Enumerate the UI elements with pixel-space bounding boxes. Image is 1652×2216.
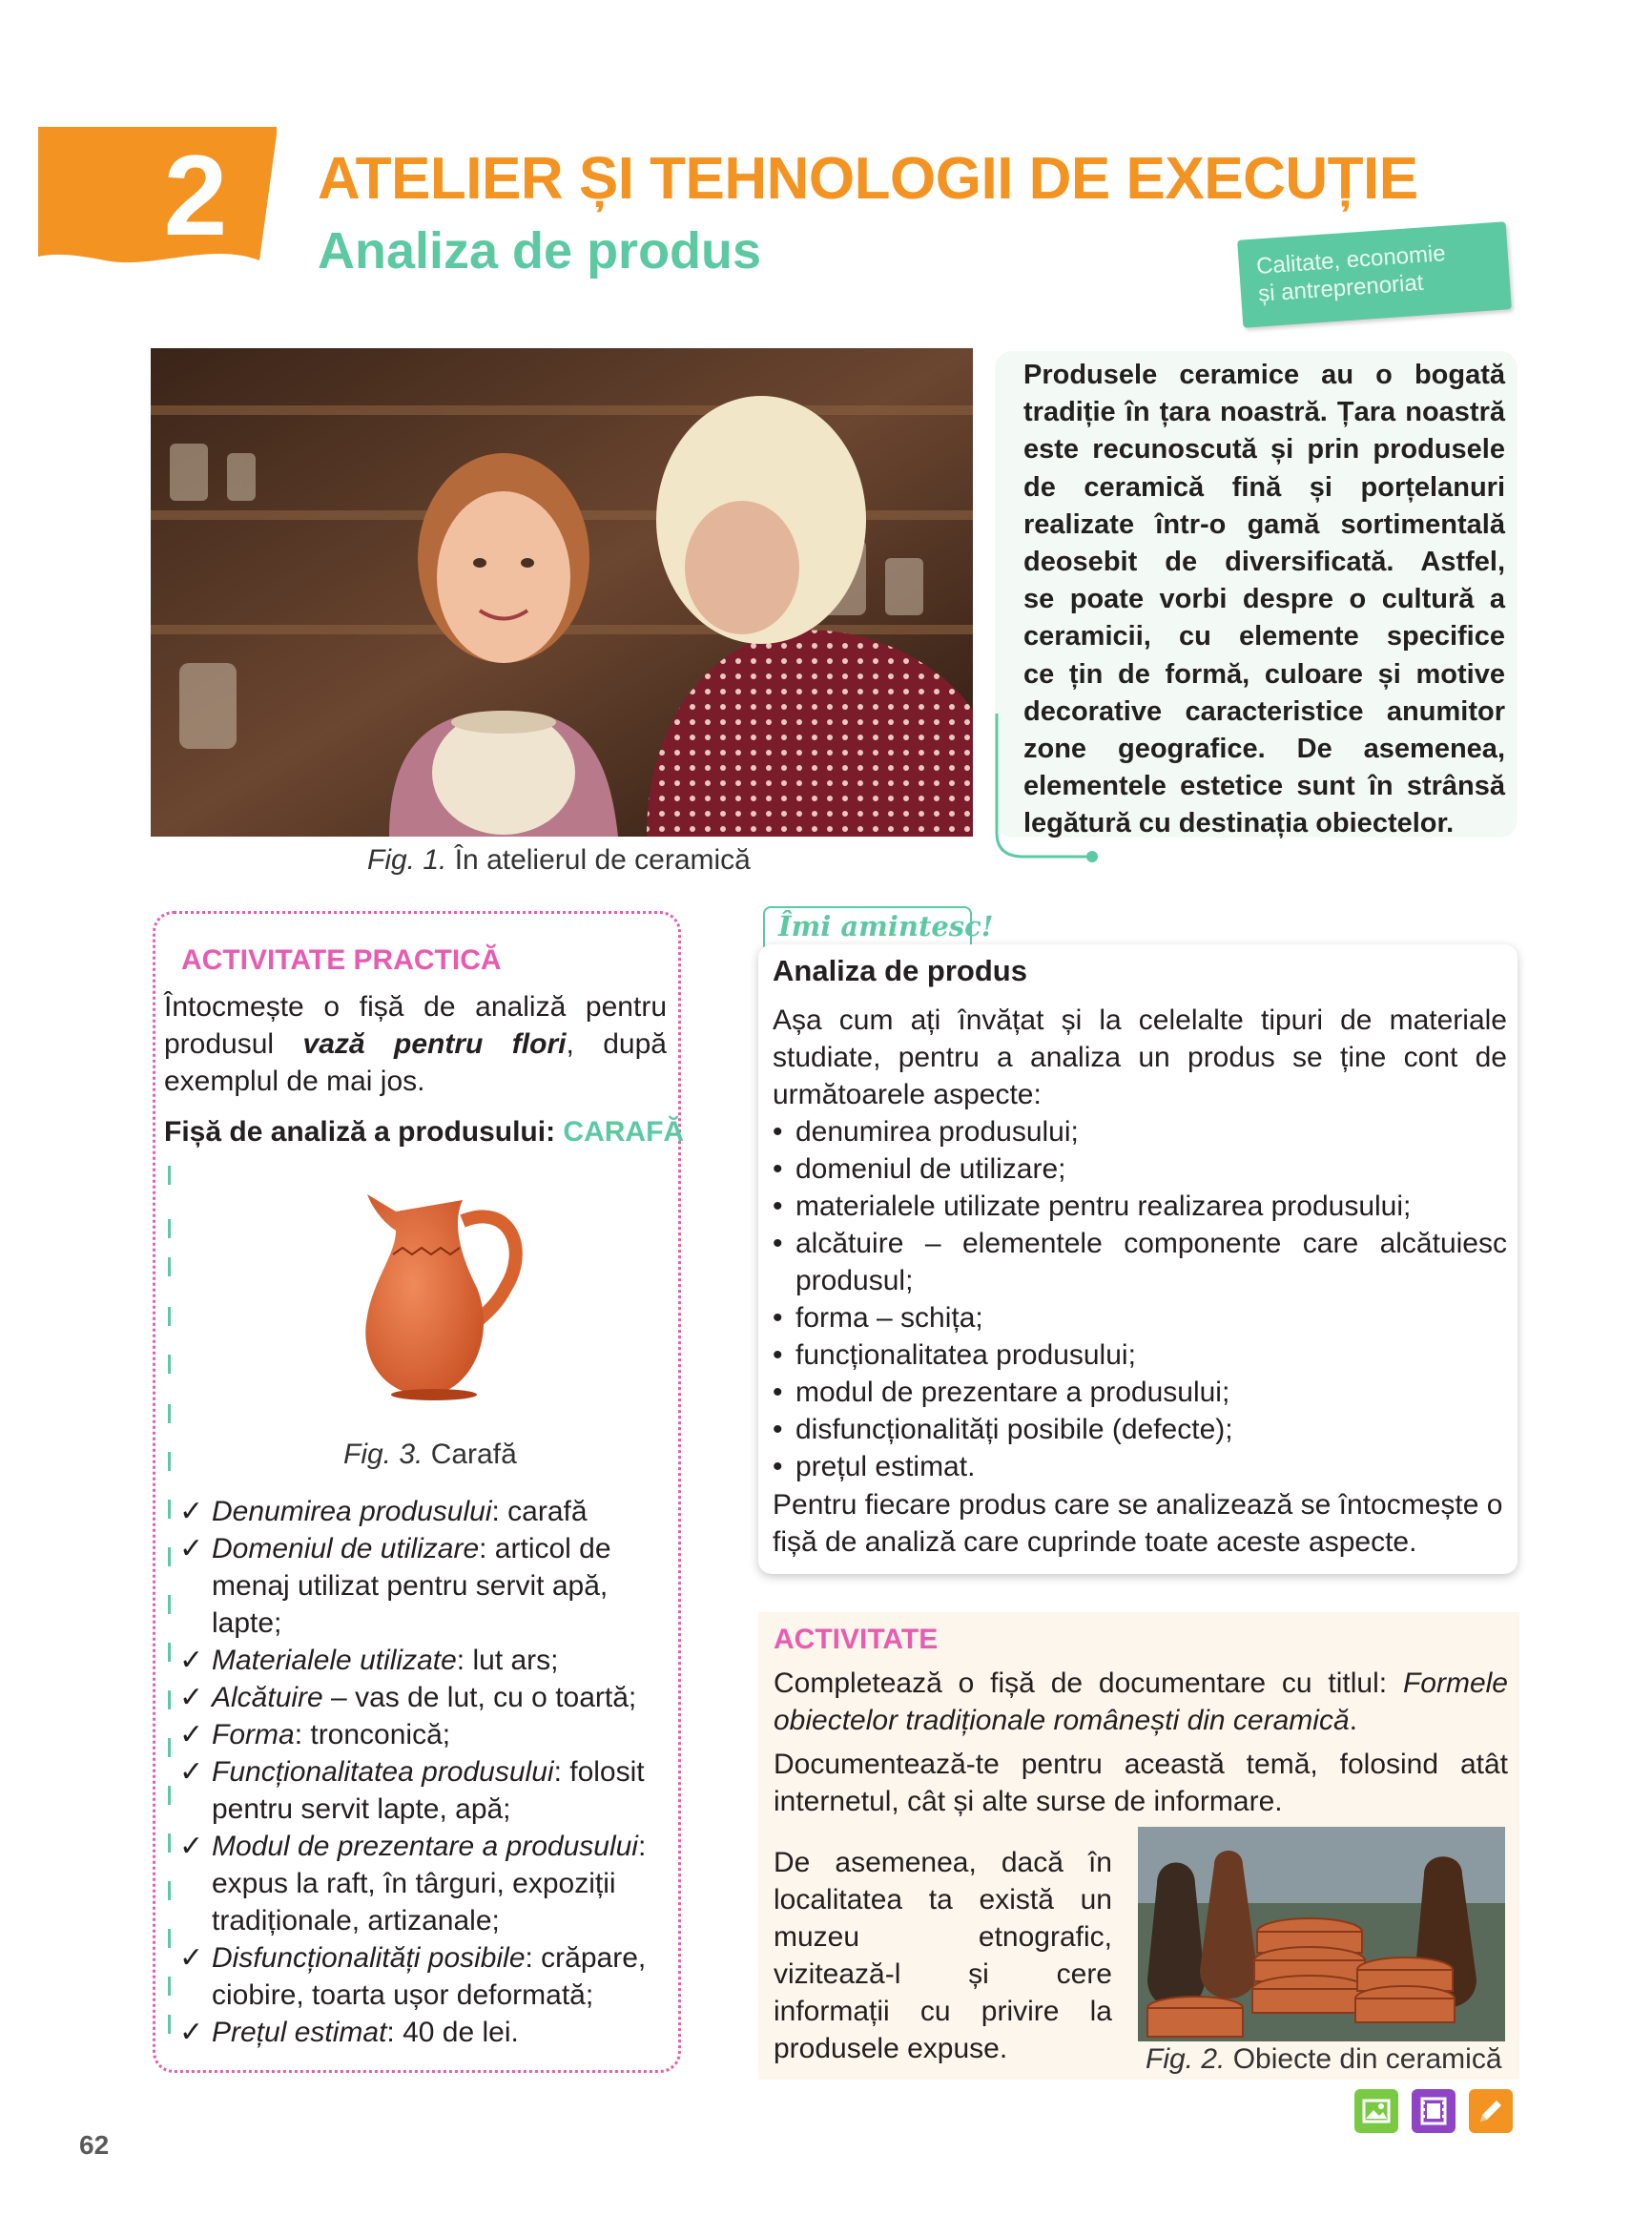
margin-dash [168, 1307, 171, 1326]
remember-list-item: • denumirea produsului; [773, 1113, 1507, 1150]
checklist-item-value: : lut ars; [456, 1645, 559, 1676]
checklist-item-label: Materialele utilizate [212, 1645, 457, 1676]
checklist-item-label: Forma [212, 1719, 295, 1750]
margin-dash [168, 1166, 171, 1185]
checklist-item [179, 1642, 675, 1679]
checklist-item-value: : folosit pentru servit lapte, apă; [212, 1756, 645, 1825]
activity-heading: ACTIVITATE [774, 1624, 939, 1655]
checklist-item-value: : expus la raft, în târguri, expoziții tradiționale, artizanale; [212, 1831, 647, 1936]
check-icon: ✓ [179, 1496, 204, 1527]
checklist-item-value: : tronconică; [294, 1719, 451, 1750]
remember-list [773, 1113, 1507, 1485]
practical-activity-text: Întocmește o fișă de analiză pentru produsul vază pentru flori, după exemplul de mai jos. [164, 991, 667, 1097]
intro-text [1023, 357, 1505, 843]
jug-image [343, 1183, 525, 1402]
remember-outro: Pentru fiecare produs care se analizează se întocmește o fișă de analiză care cuprinde toate aceste aspecte. [773, 1489, 1503, 1558]
figure1-caption: Fig. 1. În atelierul de ceramică [367, 844, 751, 876]
margin-dash [168, 1833, 171, 1853]
remember-list-item: • alcătuire – elementele componente care alcătuiesc produsul; [773, 1225, 1507, 1299]
image-icon[interactable] [1354, 2089, 1398, 2133]
intro-line: zone geografice. De asemenea, [1023, 734, 1505, 765]
checklist-item [179, 1679, 675, 1716]
workshop-photo [151, 348, 973, 837]
lesson-subtitle: Analiza de produs [318, 222, 762, 280]
checklist-item [179, 2014, 675, 2051]
checklist-item-label: Denumirea produsului [212, 1496, 492, 1527]
checklist-item-value: : carafă [491, 1496, 588, 1527]
margin-dash [168, 1881, 171, 1900]
checklist-item-label: Prețul estimat [212, 2017, 387, 2048]
checklist-item [179, 1828, 675, 1939]
margin-dash [168, 1643, 171, 1662]
margin-dash [168, 1500, 171, 1519]
check-icon: ✓ [179, 1719, 204, 1750]
intro-line: Produsele ceramice au o bogată [1023, 360, 1505, 390]
margin-dash [168, 1219, 171, 1238]
check-icon: ✓ [179, 2017, 204, 2048]
intro-box [995, 351, 1519, 839]
intro-line: legătură cu destinația obiectelor. [1023, 808, 1455, 839]
checklist-item-label: Funcționalitatea produsului [212, 1756, 554, 1788]
remember-heading: Analiza de produs [773, 954, 1027, 987]
intro-line: ce țin de formă, culoare și motive [1023, 658, 1505, 690]
intro-line: tradiție în țara noastră. Țara noastră [1023, 397, 1505, 428]
competence-tag [1240, 231, 1509, 319]
pottery-photo [1138, 1827, 1505, 2041]
page-number: 62 [79, 2130, 110, 2160]
activity-text-museum: De asemenea, dacă în localitatea ta există un muzeu etnografic, vizitează-l și cere informații cu privire la produsele expuse. [774, 1847, 1112, 2064]
analysis-checklist [179, 1493, 675, 2051]
checklist-item-label: Disfuncționalități posibile [212, 1942, 526, 1974]
check-icon: ✓ [179, 1533, 204, 1564]
checklist-item [179, 1753, 675, 1828]
checklist-item [179, 1939, 675, 2014]
activity-text-research: Documentează-te pentru această temă, folosind atât internetul, cât și alte surse de informare. [774, 1749, 1508, 1817]
checklist-item-label: Modul de prezentare a produsului [212, 1831, 638, 1862]
analysis-sheet-title: Fișă de analiză a produsului: CARAFĂ [164, 1116, 685, 1148]
intro-line: deosebit de diversificată. Astfel, [1023, 547, 1505, 578]
intro-line: se poate vorbi despre o cultură a [1023, 584, 1505, 615]
remember-list-item: • disfuncționalități posibile (defecte); [773, 1411, 1507, 1448]
checklist-item-label: Domeniul de utilizare [212, 1533, 480, 1564]
remember-list-item: • domeniul de utilizare; [773, 1150, 1507, 1188]
intro-line: decorative caracteristice anumitor [1023, 695, 1505, 727]
checklist-item [179, 1530, 675, 1642]
margin-dash [168, 1690, 171, 1709]
check-icon: ✓ [179, 1756, 204, 1788]
remember-list-item: • prețul estimat. [773, 1448, 1507, 1485]
intro-line: elementele estetice sunt în strânsă [1023, 771, 1505, 802]
margin-dash [168, 1977, 171, 1996]
margin-dash [168, 1404, 171, 1423]
competence-tag-line1: Calitate, economie [1255, 240, 1447, 280]
checklist-item-value: : 40 de lei. [386, 2017, 519, 2048]
checklist-item-value: : articol de menaj utilizat pentru servit apă, lapte; [212, 1533, 611, 1639]
chapter-title: ATELIER ȘI TEHNOLOGII DE EXECUȚIE [318, 146, 1418, 212]
margin-dash [168, 1547, 171, 1566]
pencil-icon[interactable] [1469, 2089, 1513, 2133]
margin-dash [168, 2015, 171, 2034]
remember-list-item: • forma – schița; [773, 1299, 1507, 1336]
margin-dash [168, 1738, 171, 1757]
remember-list-item: • modul de prezentare a produsului; [773, 1374, 1507, 1411]
checklist-item [179, 1716, 675, 1753]
margin-dash [168, 1786, 171, 1805]
margin-dash [168, 1257, 171, 1276]
margin-dash [168, 1355, 171, 1374]
check-icon: ✓ [179, 1831, 204, 1862]
activity-box [758, 1612, 1519, 2080]
practical-activity-heading: ACTIVITATE PRACTICĂ [181, 944, 502, 976]
intro-line: este recunoscută și prin produsele [1023, 434, 1505, 466]
intro-line: realizate într-o gamă sortimentală [1023, 508, 1505, 540]
remember-box [758, 944, 1518, 1574]
margin-dash [168, 1595, 171, 1614]
checklist-item-value: : crăpare, ciobire, toarta ușor deformată; [212, 1942, 647, 2011]
remember-list-item: • materialele utilizate pentru realizarea produsului; [773, 1188, 1507, 1225]
remember-tag: Îmi amintesc! [763, 906, 972, 948]
figure2-caption: Fig. 2. Obiecte din ceramică [1146, 2043, 1502, 2075]
checklist-item-value: – vas de lut, cu o toartă; [322, 1682, 637, 1713]
film-icon[interactable] [1412, 2089, 1456, 2133]
check-icon: ✓ [179, 1942, 204, 1974]
competence-tag-line2: și antreprenoriat [1257, 269, 1425, 307]
intro-line: ceramicii, cu elemente specifice [1023, 621, 1505, 652]
remember-intro: Așa cum ați învățat și la celelalte tipuri de materiale studiate, pentru a analiza un produs se ține cont de următoarele aspecte: [773, 1004, 1507, 1110]
checklist-item-label: Alcătuire [212, 1682, 323, 1713]
remember-list-item: • funcționalitatea produsului; [773, 1336, 1507, 1374]
check-icon: ✓ [179, 1645, 204, 1676]
activity-text: Completează o fișă de documentare cu titlul: Formele obiectelor tradiționale românești din ceramică. [774, 1667, 1508, 1736]
chapter-number: 2 [163, 132, 228, 259]
check-icon: ✓ [179, 1682, 204, 1713]
figure3-caption: Fig. 3. Carafă [343, 1439, 517, 1470]
intro-line: de ceramică fină și porțelanuri [1023, 471, 1505, 503]
margin-dash [168, 1452, 171, 1471]
margin-dash [168, 1929, 171, 1948]
checklist-item [179, 1493, 675, 1530]
